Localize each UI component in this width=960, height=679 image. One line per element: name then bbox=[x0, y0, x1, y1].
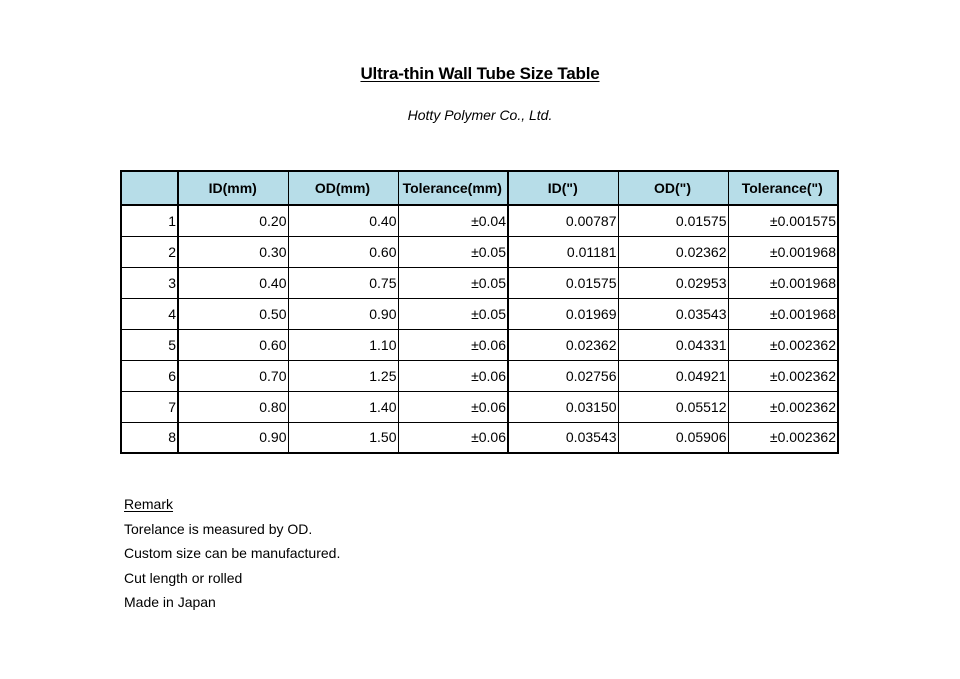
cell-id-inch: 0.02756 bbox=[508, 360, 618, 391]
header-index bbox=[121, 171, 178, 205]
header-tolerance-mm: Tolerance(mm) bbox=[398, 171, 508, 205]
cell-od-mm: 0.75 bbox=[288, 267, 398, 298]
remarks-section bbox=[124, 494, 340, 617]
cell-tolerance-mm: ±0.05 bbox=[398, 236, 508, 267]
cell-index: 1 bbox=[121, 205, 178, 236]
header-od-inch: OD(") bbox=[618, 171, 728, 205]
cell-id-mm: 0.50 bbox=[178, 298, 288, 329]
remark-line: Made in Japan bbox=[124, 594, 216, 611]
cell-od-mm: 0.60 bbox=[288, 236, 398, 267]
cell-index: 5 bbox=[121, 329, 178, 360]
cell-id-inch: 0.03150 bbox=[508, 391, 618, 422]
cell-od-inch: 0.02362 bbox=[618, 236, 728, 267]
table-row bbox=[121, 329, 838, 360]
remark-line: Torelance is measured by OD. bbox=[124, 520, 313, 537]
table-row bbox=[121, 422, 838, 453]
cell-od-inch: 0.03543 bbox=[618, 298, 728, 329]
cell-tolerance-inch: ±0.001968 bbox=[728, 236, 838, 267]
table-row bbox=[121, 236, 838, 267]
cell-id-mm: 0.80 bbox=[178, 391, 288, 422]
cell-id-inch: 0.00787 bbox=[508, 205, 618, 236]
cell-od-mm: 1.10 bbox=[288, 329, 398, 360]
cell-tolerance-mm: ±0.05 bbox=[398, 298, 508, 329]
cell-tolerance-inch: ±0.002362 bbox=[728, 391, 838, 422]
company-name: Hotty Polymer Co., Ltd. bbox=[407, 107, 553, 123]
cell-id-inch: 0.01181 bbox=[508, 236, 618, 267]
remark-line: Cut length or rolled bbox=[124, 569, 243, 586]
page-title: Ultra-thin Wall Tube Size Table bbox=[360, 64, 600, 83]
cell-od-inch: 0.05906 bbox=[618, 422, 728, 453]
cell-od-inch: 0.02953 bbox=[618, 267, 728, 298]
cell-tolerance-mm: ±0.06 bbox=[398, 360, 508, 391]
cell-index: 3 bbox=[121, 267, 178, 298]
cell-id-mm: 0.60 bbox=[178, 329, 288, 360]
cell-tolerance-mm: ±0.06 bbox=[398, 391, 508, 422]
cell-index: 8 bbox=[121, 422, 178, 453]
table-row bbox=[121, 360, 838, 391]
cell-id-inch: 0.03543 bbox=[508, 422, 618, 453]
header-tolerance-inch: Tolerance(") bbox=[728, 171, 838, 205]
cell-tolerance-inch: ±0.002362 bbox=[728, 360, 838, 391]
table-header-row bbox=[121, 171, 838, 205]
remarks-heading: Remark bbox=[124, 496, 174, 512]
cell-od-mm: 1.40 bbox=[288, 391, 398, 422]
cell-id-mm: 0.30 bbox=[178, 236, 288, 267]
table-row bbox=[121, 267, 838, 298]
cell-id-mm: 0.20 bbox=[178, 205, 288, 236]
size-table bbox=[120, 170, 839, 454]
cell-id-mm: 0.40 bbox=[178, 267, 288, 298]
cell-tolerance-mm: ±0.06 bbox=[398, 329, 508, 360]
cell-id-inch: 0.01969 bbox=[508, 298, 618, 329]
header-od-mm: OD(mm) bbox=[288, 171, 398, 205]
cell-od-inch: 0.04921 bbox=[618, 360, 728, 391]
header-id-mm: ID(mm) bbox=[178, 171, 288, 205]
cell-od-mm: 1.50 bbox=[288, 422, 398, 453]
cell-tolerance-mm: ±0.05 bbox=[398, 267, 508, 298]
cell-tolerance-mm: ±0.06 bbox=[398, 422, 508, 453]
remark-line: Custom size can be manufactured. bbox=[124, 545, 341, 562]
cell-index: 2 bbox=[121, 236, 178, 267]
cell-od-inch: 0.01575 bbox=[618, 205, 728, 236]
cell-tolerance-inch: ±0.002362 bbox=[728, 329, 838, 360]
table-row bbox=[121, 298, 838, 329]
table-row bbox=[121, 391, 838, 422]
cell-tolerance-inch: ±0.001575 bbox=[728, 205, 838, 236]
cell-id-inch: 0.01575 bbox=[508, 267, 618, 298]
cell-od-mm: 1.25 bbox=[288, 360, 398, 391]
cell-od-inch: 0.04331 bbox=[618, 329, 728, 360]
cell-od-mm: 0.90 bbox=[288, 298, 398, 329]
table-body bbox=[121, 205, 838, 453]
cell-id-mm: 0.90 bbox=[178, 422, 288, 453]
cell-od-mm: 0.40 bbox=[288, 205, 398, 236]
cell-tolerance-inch: ±0.001968 bbox=[728, 298, 838, 329]
cell-index: 4 bbox=[121, 298, 178, 329]
cell-index: 7 bbox=[121, 391, 178, 422]
cell-id-mm: 0.70 bbox=[178, 360, 288, 391]
cell-index: 6 bbox=[121, 360, 178, 391]
cell-id-inch: 0.02362 bbox=[508, 329, 618, 360]
header-id-inch: ID(") bbox=[508, 171, 618, 205]
table-row bbox=[121, 205, 838, 236]
cell-tolerance-mm: ±0.04 bbox=[398, 205, 508, 236]
cell-od-inch: 0.05512 bbox=[618, 391, 728, 422]
cell-tolerance-inch: ±0.002362 bbox=[728, 422, 838, 453]
cell-tolerance-inch: ±0.001968 bbox=[728, 267, 838, 298]
